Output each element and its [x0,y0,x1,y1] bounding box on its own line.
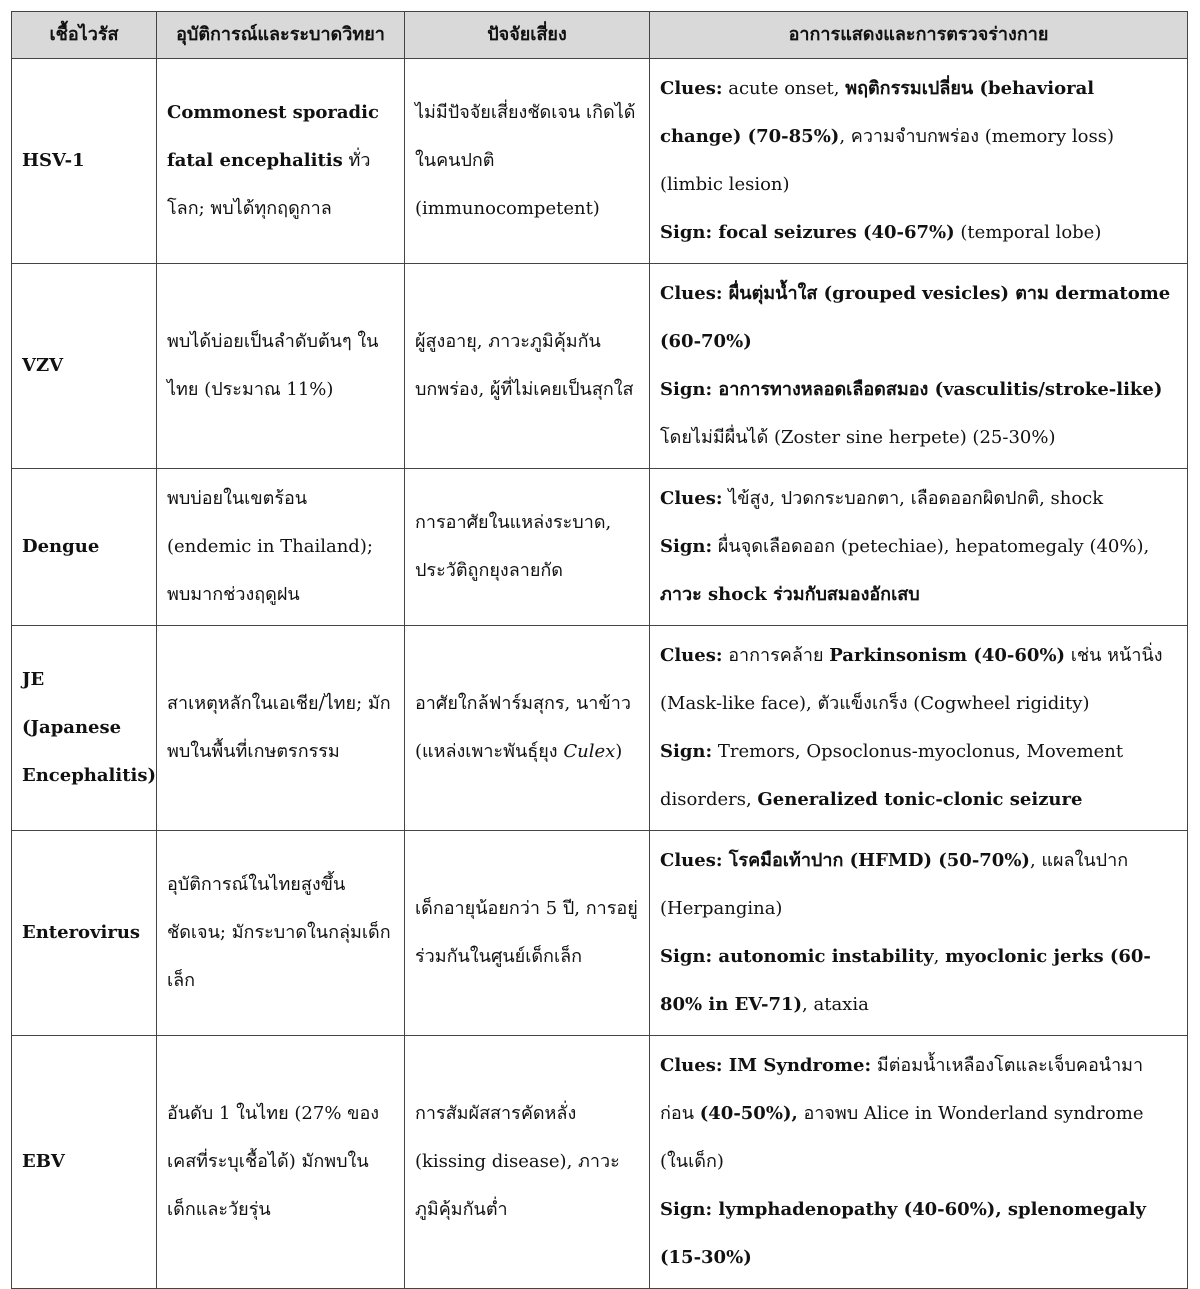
signs-cell [650,626,1188,831]
clues-bold: IM Syndrome: [722,1055,872,1076]
clues-text: ไข้สูง, ปวดกระบอกตา, เลือดออกผิดปกติ, shock [722,488,1104,509]
sign-label: Sign: [660,946,713,967]
clues-label: Clues: [660,488,723,509]
clues-bold: Parkinsonism (40-60%) [829,645,1066,666]
clues-text: อาการคล้าย [722,645,830,666]
virus-name: VZV [12,264,157,469]
risk-cell: เด็กอายุน้อยกว่า 5 ปี, การอยู่ร่วมกันในศูนย์เด็กเล็ก [405,831,650,1036]
sign-label: Sign: [660,536,713,557]
sign-bold: autonomic instability [712,946,934,967]
virus-name: EBV [12,1036,157,1289]
sign-label: Sign: [660,379,713,400]
sign-label: Sign: [660,1199,713,1220]
risk-cell [405,626,650,831]
header-row [12,12,1188,59]
sign-text: (temporal lobe) [954,222,1102,243]
risk-cell: การอาศัยในแหล่งระบาด, ประวัติถูกยุงลายกัด [405,469,650,626]
sign-bold: focal seizures (40-67%) [712,222,955,243]
sign-text: ผื่นจุดเลือดออก (petechiae), hepatomegaly (40%), [712,536,1150,557]
signs-cell [650,831,1188,1036]
virus-name: HSV-1 [12,59,157,264]
clues-label: Clues: [660,645,723,666]
table-row [12,469,1188,626]
clues-bold-2: (40-50%), [699,1103,798,1124]
sign-text-2: , ataxia [802,994,869,1015]
incidence-bold: Commonest sporadic fatal encephalitis [167,102,379,171]
sign-bold: Generalized tonic-clonic seizure [757,789,1083,810]
clues-label: Clues: [660,850,723,871]
sign-text: โดยไม่มีผื่นได้ (Zoster sine herpete) (25-30%) [660,427,1056,448]
incidence-cell: พบได้บ่อยเป็นลำดับต้นๆ ในไทย (ประมาณ 11%) [157,264,405,469]
risk-text-2: ) [615,741,623,762]
virus-name: Dengue [12,469,157,626]
risk-italic: Culex [563,741,616,762]
incidence-cell: อันดับ 1 ในไทย (27% ของเคสที่ระบุเชื้อได้) มักพบในเด็กและวัยรุ่น [157,1036,405,1289]
clues-text: , แผลในปาก (Herpangina) [660,850,1129,919]
incidence-text: ทั่วโลก; พบได้ทุกฤดูกาล [167,150,371,219]
header-virus: เชื้อไวรัส [12,12,157,59]
table-row [12,831,1188,1036]
table-row [12,264,1188,469]
clues-bold: พฤติกรรมเปลี่ยน (behavioral change) (70-85%) [660,78,1095,147]
clues-text-2: , ความจำบกพร่อง (memory loss) (limbic lesion) [660,126,1114,195]
clues-text: มีต่อมน้ำเหลืองโตและเจ็บคอนำมาก่อน [660,1055,1144,1124]
risk-text: อาศัยใกล้ฟาร์มสุกร, นาข้าว (แหล่งเพาะพันธุ์ยุง [415,693,631,762]
incidence-cell [157,59,405,264]
header-signs-exam: อาการแสดงและการตรวจร่างกาย [650,12,1188,59]
clues-label: Clues: [660,78,723,99]
signs-cell [650,469,1188,626]
sign-label: Sign: [660,222,713,243]
clues-text: acute onset, [722,78,846,99]
sign-bold: lymphadenopathy (40-60%), splenomegaly (15-30%) [660,1199,1146,1268]
clues-label: Clues: [660,283,723,304]
risk-cell: ผู้สูงอายุ, ภาวะภูมิคุ้มกันบกพร่อง, ผู้ที่ไม่เคยเป็นสุกใส [405,264,650,469]
table-row [12,626,1188,831]
sign-label: Sign: [660,741,713,762]
virus-name: Enterovirus [12,831,157,1036]
sign-bold: ภาวะ shock ร่วมกับสมองอักเสบ [660,584,920,605]
signs-cell [650,264,1188,469]
clues-text-2: อาจพบ Alice in Wonderland syndrome (ในเด็ก) [660,1103,1144,1172]
incidence-cell: สาเหตุหลักในเอเชีย/ไทย; มักพบในพื้นที่เกษตรกรรม [157,626,405,831]
virus-name: JE (Japanese Encephalitis) [12,626,157,831]
table-row [12,59,1188,264]
risk-cell: ไม่มีปัจจัยเสี่ยงชัดเจน เกิดได้ในคนปกติ (immunocompetent) [405,59,650,264]
incidence-cell: พบบ่อยในเขตร้อน (endemic in Thailand); พบมากช่วงฤดูฝน [157,469,405,626]
clues-label: Clues: [660,1055,723,1076]
clues-bold: โรคมือเท้าปาก (HFMD) (50-70%) [722,850,1030,871]
sign-bold-2: myoclonic jerks (60-80% in EV-71) [660,946,1151,1015]
header-risk-factors: ปัจจัยเสี่ยง [405,12,650,59]
incidence-cell: อุบัติการณ์ในไทยสูงขึ้นชัดเจน; มักระบาดในกลุ่มเด็กเล็ก [157,831,405,1036]
clues-bold: ผื่นตุ่มน้ำใส (grouped vesicles) ตาม dermatome (60-70%) [660,283,1171,352]
sign-bold: อาการทางหลอดเลือดสมอง (vasculitis/stroke-like) [712,379,1163,400]
sign-text: , [933,946,946,967]
clues-text-2: เช่น หน้านิ่ง (Mask-like face), ตัวแข็งเกร็ง (Cogwheel rigidity) [660,645,1163,714]
risk-cell: การสัมผัสสารคัดหลั่ง (kissing disease), ภาวะภูมิคุ้มกันต่ำ [405,1036,650,1289]
virus-encephalitis-table [11,11,1188,1289]
signs-cell [650,59,1188,264]
sign-text: Tremors, Opsoclonus-myoclonus, Movement disorders, [660,741,1124,810]
header-incidence: อุบัติการณ์และระบาดวิทยา [157,12,405,59]
